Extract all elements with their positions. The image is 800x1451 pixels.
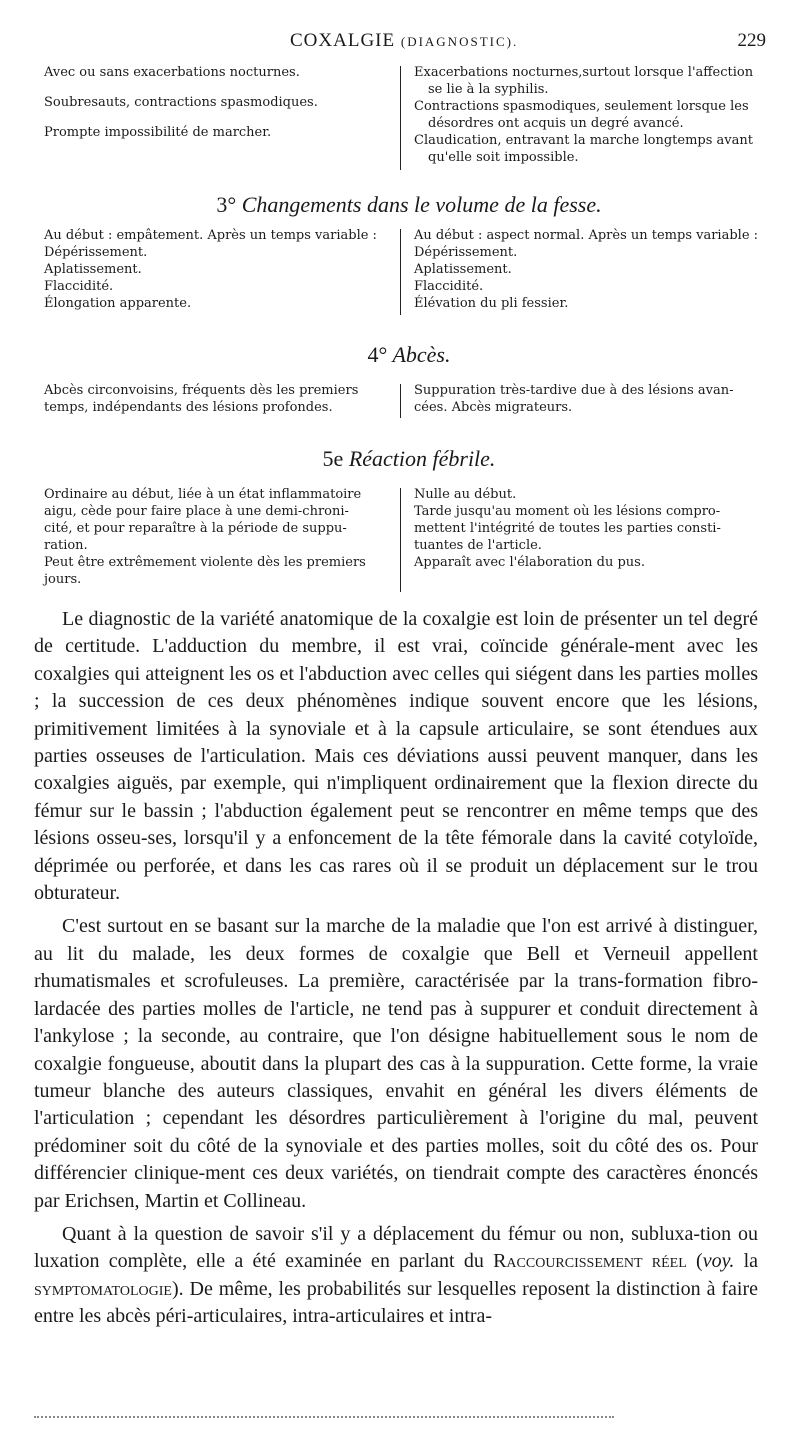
section-heading — [44, 444, 774, 474]
table-entry: Contractions spasmodiques, seulement lorsque les désordres ont acquis un degré avancé. — [414, 99, 749, 131]
table-entry: Ordinaire au début, liée à un état inflammatoire aigu, cède pour faire place à une demi-chroni- cité, et pour reparaître à la période de suppu- ration. — [44, 487, 362, 553]
running-title — [290, 30, 518, 52]
table-entry: Aplatissement. — [414, 262, 512, 277]
section-title: Abcès. — [392, 342, 451, 367]
table-entry: Exacerbations nocturnes,surtout lorsque l'affection se lie à la syphilis. — [414, 65, 754, 97]
section-number: 5e — [322, 446, 344, 471]
table-entry: Peut être extrêmement violente dès les premiers jours. — [44, 555, 366, 587]
scrofulous-column — [414, 64, 772, 166]
table-entry: Prompte impossibilité de marcher. — [44, 125, 272, 140]
scrofulous-column — [414, 227, 772, 312]
table-entry: Abcès circonvoisins, fréquents dès les premiers temps, indépendants des lésions profondes. — [44, 383, 359, 415]
comparison-section-abces — [44, 340, 774, 422]
table-entry: Suppuration très-tardive due à des lésions avan- cées. Abcès migrateurs. — [414, 383, 734, 415]
rheumatic-column — [44, 382, 394, 416]
table-entry: Claudication, entravant la marche longtemps avant qu'elle soit impossible. — [414, 133, 753, 165]
rheumatic-column — [44, 227, 394, 312]
running-head — [0, 28, 800, 54]
column-divider — [400, 229, 401, 315]
table-entry: Au début : empâtement. Après un temps variable : — [44, 228, 377, 243]
section-number: 3° — [216, 192, 237, 217]
body-text — [34, 606, 758, 1331]
comparison-columns — [44, 227, 774, 319]
table-entry: Élévation du pli fessier. — [414, 296, 569, 311]
page-number: 229 — [737, 30, 766, 51]
table-entry: Dépérissement. — [44, 245, 148, 260]
paragraph: Le diagnostic de la variété anatomique de la coxalgie est loin de présenter un tel degré de certitude. L'adduction du membre, il est vrai, coïncide générale-ment avec les coxalgies qui atteignent les os et l'abduction avec celles qui siégent dans les parties molles ; la succession de ces deux phénomènes indique souvent encore que les lésions, primitivement limitées à la synoviale et à la capsule articulaire, se sont étendues aux parties osseuses de l'articulation. Mais ces déviations aussi peuvent manquer, dans les coxalgies aiguës, par exemple, qui n'impliquent ordinairement que la flexion directe du fémur sur le bassin ; l'abduction également peut se rencontrer en même temps que des lésions osseu-ses, lorsqu'il y a enfoncement de la tête fémorale dans la cavité cotyloïde, déprimée ou perforée, et dans les cas rares où il se produit un déplacement sur le trou obturateur. — [34, 608, 758, 905]
scrofulous-column — [414, 382, 772, 416]
table-entry: Flaccidité. — [44, 279, 114, 294]
footer-rule — [34, 1416, 614, 1420]
table-entry: Au début : aspect normal. Après un temps variable : — [414, 228, 759, 243]
table-entry: Flaccidité. — [414, 279, 484, 294]
comparison-columns — [44, 486, 774, 596]
rheumatic-column — [44, 64, 394, 141]
table-entry: Élongation apparente. — [44, 296, 192, 311]
comparison-section-continued — [44, 64, 774, 174]
paragraph: Quant à la question de savoir s'il y a déplacement du fémur ou non, subluxa-tion ou luxation complète, elle a été examinée en parlant du Raccourcissement réel (voy. la symptomatologie). De même, les probabilités sur lesquelles reposent la distinction à faire entre les abcès péri-articulaires, intra-articulaires et intra- — [34, 1222, 759, 1328]
table-entry: Avec ou sans exacerbations nocturnes. — [44, 65, 300, 80]
comparison-columns — [44, 382, 774, 422]
column-divider — [400, 66, 401, 170]
table-entry: Aplatissement. — [44, 262, 142, 277]
section-heading — [44, 340, 774, 370]
table-entry: Soubresauts, contractions spasmodiques. — [44, 95, 318, 110]
paragraph: C'est surtout en se basant sur la marche de la maladie que l'on est arrivé à distinguer, au lit du malade, les deux formes de coxalgie que Bell et Verneuil appellent rhumatismales et scrofuleuses. La première, caractérisée par la trans-formation fibro-lardacée des parties molles de l'article, ne tend pas à suppurer et conduit directement à l'ankylose ; la seconde, au contraire, que l'on désigne habituellement sous le nom de coxalgie fongueuse, aboutit dans la plupart des cas à la suppuration. Cette forme, la vraie tumeur blanche des auteurs classiques, envahit en général les divers éléments de l'articulation ; cependant les désordres particulièrement à l'origine du mal, peuvent prédominer soit du côté de la synoviale et des parties molles, soit du côté des os. Pour différencier clinique-ment ces deux variétés, on tiendrait compte des caractères énoncés par Erichsen, Martin et Collineau. — [34, 915, 758, 1212]
rheumatic-column — [44, 486, 394, 588]
scrofulous-column — [414, 486, 772, 571]
small-caps-term: Raccourcissement réel — [493, 1250, 687, 1273]
section-number: 4° — [367, 342, 388, 367]
comparison-section-fievre — [44, 444, 774, 596]
table-entry: Tarde jusqu'au moment où les lésions compro- mettent l'intégrité de toutes les parties consti- tuantes de l'article. — [414, 504, 721, 553]
table-entry: Nulle au début. — [414, 487, 517, 502]
table-entry: Apparaît avec l'élaboration du pus. — [414, 555, 645, 570]
section-title: Réaction fébrile. — [348, 446, 496, 471]
section-title: Changements dans le volume de la fesse. — [241, 192, 602, 217]
small-caps-term: symptomatologie — [34, 1277, 172, 1300]
column-divider — [400, 488, 401, 592]
running-title-sub: (DIAGNOSTIC). — [400, 34, 519, 49]
table-entry: Dépérissement. — [414, 245, 518, 260]
column-divider — [400, 384, 401, 418]
running-title-main: COXALGIE — [290, 30, 396, 51]
comparison-columns — [44, 64, 774, 174]
comparison-section-fesse — [44, 190, 774, 319]
section-heading — [44, 190, 774, 220]
